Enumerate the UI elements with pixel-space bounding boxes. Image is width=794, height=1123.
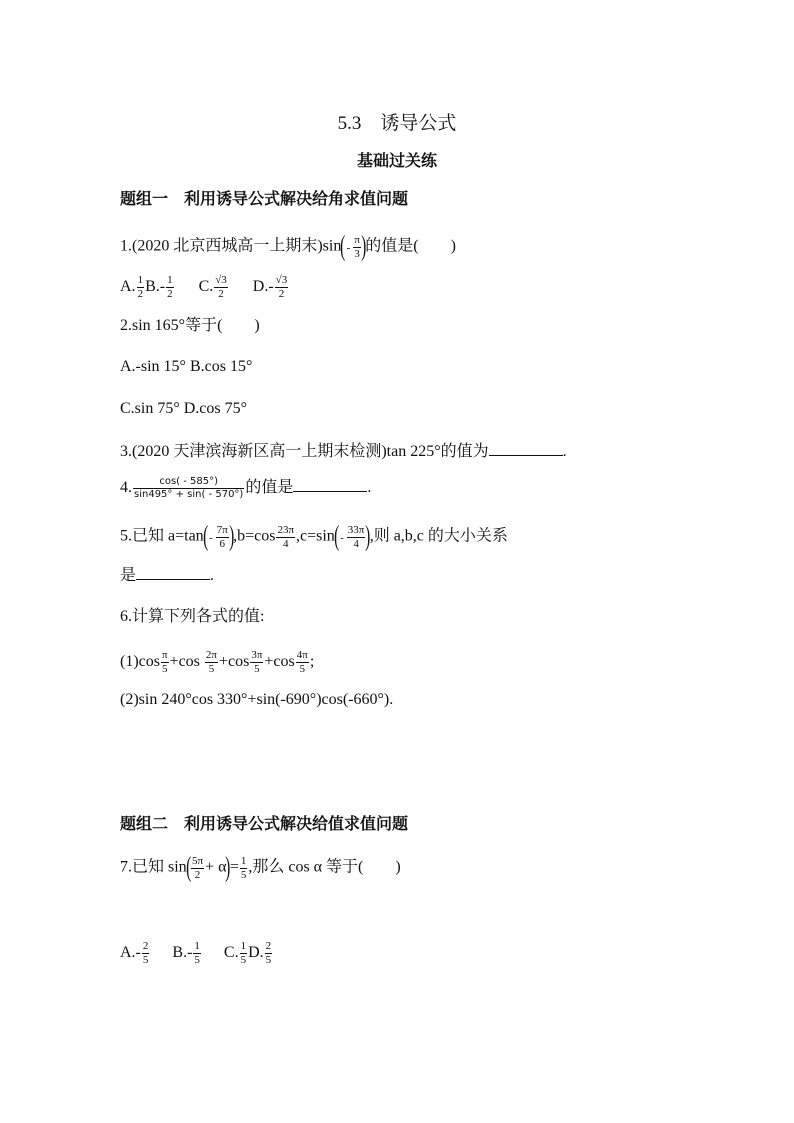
q1-option-c: C. <box>198 278 214 296</box>
q6-sep-2: +cos <box>218 653 250 671</box>
q7-option-d: D. <box>248 944 264 962</box>
q1-fraction-d: $\frac{√3}{2}$ <box>275 274 288 300</box>
q6-fraction-2: $\frac{2\pi}{5}$ <box>205 649 217 675</box>
q1-fraction-b: $\frac{1}{2}$ <box>167 274 173 300</box>
paren-right: ) <box>361 231 367 262</box>
paren-left: ( <box>185 852 191 883</box>
q1-fraction: $\frac{\pi}{3}$ <box>354 233 360 260</box>
paren-right: ) <box>228 521 234 552</box>
q6-fraction-4: $\frac{4\pi}{5}$ <box>296 649 308 675</box>
q6-part1 <box>120 649 314 676</box>
q6-sep-1: +cos <box>169 653 204 671</box>
q7-fraction-value: $\frac{1}{5}$ <box>240 854 247 881</box>
q5-end: . <box>210 567 215 584</box>
q1-fraction-a: $\frac{1}{2}$ <box>137 274 144 300</box>
q2-options-ab: A.-sin 15° B.cos 15° <box>120 358 253 375</box>
q3-end: . <box>562 443 567 460</box>
minus-sign: - <box>340 531 344 544</box>
question-1 <box>120 232 456 262</box>
q6-fraction-1: $\frac{\pi}{5}$ <box>161 649 168 675</box>
question-3 <box>120 441 567 462</box>
paren-left: ( <box>340 231 346 262</box>
q5-mid-b: ,b=cos <box>233 527 276 545</box>
q7-option-c: C. <box>223 944 239 962</box>
q4-tail: 的值是 <box>245 479 294 497</box>
q6-stem: 6.计算下列各式的值: <box>120 608 265 625</box>
answer-blank <box>489 441 563 456</box>
question-7 <box>120 853 401 883</box>
q7-option-a: A.- <box>120 944 141 962</box>
q3-stem: 3.(2020 天津滨海新区高一上期末检测)tan 225°的值为 <box>120 443 489 460</box>
q1-stem: 1.(2020 北京西城高一上期末)sin <box>120 237 342 255</box>
paren-left: ( <box>333 521 340 552</box>
q1-option-d: D.- <box>252 278 274 296</box>
q7-fraction-d: $\frac{2}{5}$ <box>265 940 272 966</box>
question-4 <box>120 476 371 501</box>
q2-options-cd: C.sin 75° D.cos 75° <box>120 400 248 417</box>
q4-prefix: 4. <box>120 479 132 497</box>
q7-fraction-c: $\frac{1}{5}$ <box>240 940 247 966</box>
q7-fraction-b: $\frac{1}{5}$ <box>194 940 200 966</box>
q7-fraction-arg: $\frac{5\pi}{2}$ <box>192 854 204 881</box>
q7-options <box>120 940 273 967</box>
q6-sep-3: +cos <box>264 653 295 671</box>
question-5 <box>120 522 508 552</box>
q7-equals: = <box>229 858 239 876</box>
q5-mid-c: ,c=sin <box>296 527 335 545</box>
group1-heading: 题组一 利用诱导公式解决给角求值问题 <box>120 191 409 208</box>
q7-prefix: 7.已知 sin <box>120 858 187 876</box>
q7-tail: ,那么 cos α 等于( ) <box>248 858 401 876</box>
q1-option-a: A. <box>120 278 136 296</box>
minus-sign: - <box>209 531 213 544</box>
q1-fraction-c: $\frac{√3}{2}$ <box>215 274 227 300</box>
answer-blank <box>136 565 210 580</box>
q5-fraction-c: $\frac{33\pi}{4}$ <box>347 523 365 550</box>
q4-end: . <box>367 479 372 497</box>
paren-right: ) <box>225 852 231 883</box>
q6-p1-label: (1)cos <box>120 653 160 671</box>
q5-fraction-b: $\frac{23\pi}{4}$ <box>277 523 294 550</box>
answer-blank <box>293 477 367 492</box>
q7-inner: + α <box>205 858 227 876</box>
paren-right: ) <box>365 521 371 552</box>
q1-option-b: B.- <box>145 278 166 296</box>
q6-part2: (2)sin 240°cos 330°+sin(-690°)cos(-660°). <box>120 691 394 708</box>
q7-fraction-a: $\frac{2}{5}$ <box>142 940 149 966</box>
section-subtitle: 基础过关练 <box>356 153 437 170</box>
paren-left: ( <box>202 521 208 552</box>
q6-fraction-3: $\frac{3\pi}{5}$ <box>251 649 263 675</box>
q7-option-b: B.- <box>172 944 193 962</box>
q6-sep-4: ; <box>309 653 315 671</box>
q5-line2-text: 是 <box>120 567 137 584</box>
q5-fraction-a: $\frac{7\pi}{6}$ <box>216 523 228 550</box>
minus-sign: - <box>346 241 351 254</box>
group2-heading: 题组二 利用诱导公式解决给值求值问题 <box>120 816 409 833</box>
page-title: 5.3 诱导公式 <box>337 113 457 134</box>
q1-tail: 的值是( ) <box>365 237 456 255</box>
q2-stem: 2.sin 165°等于( ) <box>120 317 260 334</box>
q5-prefix: 5.已知 a=tan <box>120 527 204 545</box>
q5-tail: ,则 a,b,c 的大小关系 <box>369 527 508 545</box>
q5-line2 <box>120 565 214 586</box>
q1-options <box>120 274 289 301</box>
q4-fraction: $\frac{\cos( - 585^\circ)}{\sin 495^\circ + \sin( - 570^\circ)}$ <box>134 476 244 500</box>
